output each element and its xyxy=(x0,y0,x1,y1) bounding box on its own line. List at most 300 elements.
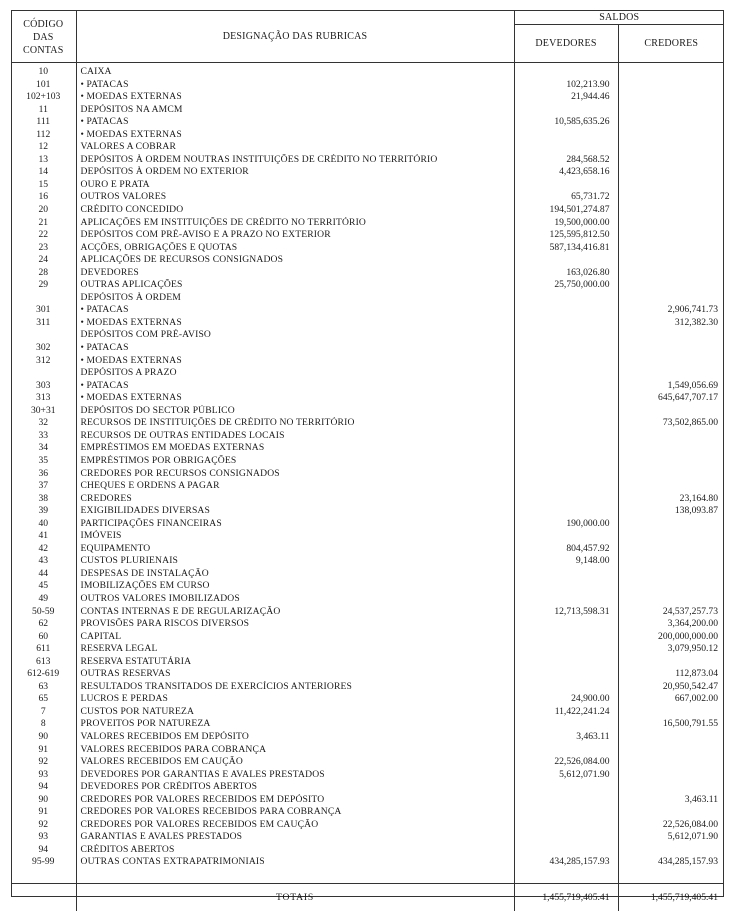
account-description: RECURSOS DE INSTITUIÇÕES DE CRÉDITO NO TERRITÓRIO xyxy=(76,417,514,430)
account-code: 39 xyxy=(11,505,76,518)
table-row xyxy=(11,405,724,418)
account-description: OURO E PRATA xyxy=(76,179,514,192)
account-code: 301 xyxy=(11,304,76,317)
credit-balance: 667,002.00 xyxy=(674,693,719,705)
account-code: 60 xyxy=(11,631,76,644)
account-description: EMPRÉSTIMOS POR OBRIGAÇÕES xyxy=(76,455,514,468)
table-row xyxy=(11,731,724,744)
debit-balance xyxy=(514,417,618,430)
account-code: 21 xyxy=(11,217,76,230)
table-row xyxy=(11,342,724,355)
debit-balance: 804,457.92 xyxy=(514,543,618,556)
credit-balance xyxy=(618,204,724,217)
credit-balance: 138,093.87 xyxy=(674,505,719,517)
table-row xyxy=(11,217,724,230)
account-description: DEPÓSITOS À ORDEM NO EXTERIOR xyxy=(76,166,514,179)
table-row xyxy=(11,756,724,769)
credit-balance: 2,906,741.73 xyxy=(667,304,719,316)
credit-balance: 1,549,056.69 xyxy=(667,379,719,391)
credit-balance xyxy=(618,756,724,769)
table-row xyxy=(11,355,724,368)
account-description: DEPÓSITOS COM PRÉ-AVISO E A PRAZO NO EXTERIOR xyxy=(76,229,514,242)
debit-balance: 5,612,071.90 xyxy=(514,769,618,782)
table-row xyxy=(11,769,724,782)
table-row xyxy=(11,505,724,518)
table-row xyxy=(11,91,724,104)
account-code xyxy=(11,292,76,305)
account-code: 91 xyxy=(11,806,76,819)
credit-balance: 22,526,084.00 xyxy=(662,818,719,830)
account-code: 313 xyxy=(11,392,76,405)
debit-balance xyxy=(514,430,618,443)
account-description: IMÓVEIS xyxy=(76,530,514,543)
account-description: CRÉDITO CONCEDIDO xyxy=(76,204,514,217)
code-header-line-3: CONTAS xyxy=(23,44,64,56)
credit-balance xyxy=(618,166,724,179)
credit-balance xyxy=(618,367,724,380)
credit-balance xyxy=(618,141,724,154)
table-row xyxy=(11,317,724,330)
account-description: CAPITAL xyxy=(76,631,514,644)
table-row xyxy=(11,191,724,204)
account-code: 14 xyxy=(11,166,76,179)
table-row xyxy=(11,681,724,694)
debit-balance: 10,585,635.26 xyxy=(514,116,618,129)
table-row xyxy=(11,718,724,731)
debit-balance xyxy=(514,129,618,142)
account-description: CUSTOS POR NATUREZA xyxy=(76,706,514,719)
credit-balance xyxy=(618,91,724,104)
table-row xyxy=(11,141,724,154)
credit-balance xyxy=(618,79,724,92)
table-row xyxy=(11,543,724,556)
debit-balance xyxy=(514,631,618,644)
credit-balance xyxy=(618,769,724,782)
table-row xyxy=(11,631,724,644)
account-code: 28 xyxy=(11,267,76,280)
table-row xyxy=(11,442,724,455)
account-description: RESERVA LEGAL xyxy=(76,643,514,656)
account-description: EXIGIBILIDADES DIVERSAS xyxy=(76,505,514,518)
account-description: CREDORES POR VALORES RECEBIDOS EM DEPÓSITO xyxy=(76,794,514,807)
account-code: 95-99 xyxy=(11,856,76,869)
account-code-header xyxy=(11,10,76,63)
account-description: DEVEDORES xyxy=(76,267,514,280)
debit-balance xyxy=(514,468,618,481)
account-code: 93 xyxy=(11,769,76,782)
account-description: • PATACAS xyxy=(76,304,514,317)
debit-balance xyxy=(514,405,618,418)
debit-balance: 25,750,000.00 xyxy=(514,279,618,292)
credit-balance: 645,647,707.17 xyxy=(658,392,719,404)
credit-balance xyxy=(618,154,724,167)
table-row xyxy=(11,279,724,292)
credit-balance xyxy=(618,217,724,230)
debit-balance xyxy=(514,380,618,393)
credit-balance xyxy=(618,242,724,255)
account-description: OUTRAS RESERVAS xyxy=(76,668,514,681)
table-row xyxy=(11,329,724,342)
table-row xyxy=(11,79,724,92)
account-code: 38 xyxy=(11,493,76,506)
table-row xyxy=(11,455,724,468)
account-code: 42 xyxy=(11,543,76,556)
balances-header: SALDOS xyxy=(514,10,724,25)
debit-balance xyxy=(514,442,618,455)
table-row xyxy=(11,856,724,869)
account-code: 62 xyxy=(11,618,76,631)
account-description: • PATACAS xyxy=(76,342,514,355)
balance-sheet-table xyxy=(11,10,724,911)
credit-balance xyxy=(618,593,724,606)
credit-balance xyxy=(618,844,724,857)
table-row xyxy=(11,179,724,192)
account-code: 93 xyxy=(11,831,76,844)
account-code: 45 xyxy=(11,580,76,593)
account-code: 33 xyxy=(11,430,76,443)
credit-balance: 312,382.30 xyxy=(674,316,719,328)
account-code: 12 xyxy=(11,141,76,154)
debit-balance xyxy=(514,781,618,794)
credit-balance xyxy=(618,66,724,79)
credit-balance: 20,950,542.47 xyxy=(662,680,719,692)
table-row xyxy=(11,555,724,568)
credit-balance xyxy=(618,342,724,355)
table-row xyxy=(11,166,724,179)
debit-balance xyxy=(514,317,618,330)
table-row xyxy=(11,468,724,481)
credit-balance: 23,164.80 xyxy=(679,492,719,504)
credit-balance xyxy=(618,405,724,418)
debit-balance: 65,731.72 xyxy=(514,191,618,204)
credit-balance xyxy=(618,329,724,342)
debit-balance xyxy=(514,392,618,405)
account-description: DESPESAS DE INSTALAÇÃO xyxy=(76,568,514,581)
credit-balance xyxy=(618,530,724,543)
debit-balance xyxy=(514,681,618,694)
table-row xyxy=(11,104,724,117)
debit-balance xyxy=(514,656,618,669)
account-code: 49 xyxy=(11,593,76,606)
debit-balance xyxy=(514,580,618,593)
debit-balance xyxy=(514,342,618,355)
debit-balance: 11,422,241.24 xyxy=(514,706,618,719)
credit-balance: 434,285,157.93 xyxy=(658,856,719,868)
table-row xyxy=(11,794,724,807)
account-code: 7 xyxy=(11,706,76,719)
table-row xyxy=(11,593,724,606)
table-row xyxy=(11,618,724,631)
table-row xyxy=(11,154,724,167)
credit-balance: 112,873.04 xyxy=(675,668,719,680)
totals-code-cell xyxy=(11,884,76,912)
debit-balance: 190,000.00 xyxy=(514,518,618,531)
table-row xyxy=(11,668,724,681)
account-description: PROVISÕES PARA RISCOS DIVERSOS xyxy=(76,618,514,631)
debit-balance: 102,213.90 xyxy=(514,79,618,92)
totals-credit: 1,455,719,405.41 xyxy=(618,884,724,912)
totals-row xyxy=(11,884,724,912)
table-row xyxy=(11,706,724,719)
account-description: GARANTIAS E AVALES PRESTADOS xyxy=(76,831,514,844)
debit-balance: 284,568.52 xyxy=(514,154,618,167)
account-code: 611 xyxy=(11,643,76,656)
account-description: RESERVA ESTATUTÁRIA xyxy=(76,656,514,669)
table-row xyxy=(11,831,724,844)
table-row xyxy=(11,806,724,819)
account-description: CREDORES POR VALORES RECEBIDOS PARA COBRANÇA xyxy=(76,806,514,819)
table-row xyxy=(11,568,724,581)
account-code: 94 xyxy=(11,844,76,857)
account-description: APLICAÇÕES DE RECURSOS CONSIGNADOS xyxy=(76,254,514,267)
credit-balance xyxy=(618,480,724,493)
account-code: 63 xyxy=(11,681,76,694)
account-code: 612-619 xyxy=(11,668,76,681)
account-description: DEPÓSITOS COM PRÉ-AVISO xyxy=(76,329,514,342)
debit-balance xyxy=(514,844,618,857)
description-header: DESIGNAÇÃO DAS RUBRICAS xyxy=(76,10,514,63)
credit-balance xyxy=(618,468,724,481)
debit-balance xyxy=(514,455,618,468)
account-code: 112 xyxy=(11,129,76,142)
account-code: 101 xyxy=(11,79,76,92)
table-row xyxy=(11,367,724,380)
account-description: ACÇÕES, OBRIGAÇÕES E QUOTAS xyxy=(76,242,514,255)
account-code: 36 xyxy=(11,468,76,481)
table-row xyxy=(11,693,724,706)
table-row xyxy=(11,580,724,593)
table-row xyxy=(11,392,724,405)
code-header-line-2: DAS xyxy=(32,31,54,43)
account-description: • PATACAS xyxy=(76,380,514,393)
table-row xyxy=(11,844,724,857)
account-code: 15 xyxy=(11,179,76,192)
account-description: CHEQUES E ORDENS A PAGAR xyxy=(76,480,514,493)
debit-balance xyxy=(514,668,618,681)
ledger-body xyxy=(11,63,724,870)
account-description: • PATACAS xyxy=(76,116,514,129)
account-code: 41 xyxy=(11,530,76,543)
account-description: OUTROS VALORES IMOBILIZADOS xyxy=(76,593,514,606)
account-description: RECURSOS DE OUTRAS ENTIDADES LOCAIS xyxy=(76,430,514,443)
account-code: 32 xyxy=(11,417,76,430)
debit-balance: 9,148.00 xyxy=(514,555,618,568)
credit-balance xyxy=(618,706,724,719)
debit-balance xyxy=(514,819,618,832)
table-row xyxy=(11,129,724,142)
account-description: OUTRAS APLICAÇÕES xyxy=(76,279,514,292)
account-description: PARTICIPAÇÕES FINANCEIRAS xyxy=(76,518,514,531)
account-code: 35 xyxy=(11,455,76,468)
debit-balance xyxy=(514,493,618,506)
debit-balance: 4,423,658.16 xyxy=(514,166,618,179)
debit-balance xyxy=(514,568,618,581)
account-description: • MOEDAS EXTERNAS xyxy=(76,392,514,405)
account-code: 65 xyxy=(11,693,76,706)
debit-balance xyxy=(514,618,618,631)
code-header-line-1: CÓDIGO xyxy=(23,18,64,30)
account-code: 302 xyxy=(11,342,76,355)
table-row xyxy=(11,254,724,267)
table-row xyxy=(11,643,724,656)
account-code: 23 xyxy=(11,242,76,255)
debit-balance xyxy=(514,530,618,543)
credit-balance xyxy=(618,442,724,455)
debit-balance xyxy=(514,831,618,844)
debit-balance: 194,501,274.87 xyxy=(514,204,618,217)
account-code: 8 xyxy=(11,718,76,731)
account-description: • PATACAS xyxy=(76,79,514,92)
credit-balance: 3,364,200.00 xyxy=(667,618,719,630)
table-row xyxy=(11,656,724,669)
account-code: 94 xyxy=(11,781,76,794)
account-description: • MOEDAS EXTERNAS xyxy=(76,317,514,330)
account-code: 29 xyxy=(11,279,76,292)
account-description: EMPRÉSTIMOS EM MOEDAS EXTERNAS xyxy=(76,442,514,455)
credit-balance: 200,000,000.00 xyxy=(658,630,719,642)
credit-balance: 3,079,950.12 xyxy=(667,643,719,655)
account-description: LUCROS E PERDAS xyxy=(76,693,514,706)
account-description: VALORES A COBRAR xyxy=(76,141,514,154)
account-code: 10 xyxy=(11,66,76,79)
credit-balance: 16,500,791.55 xyxy=(662,718,719,730)
account-code: 91 xyxy=(11,744,76,757)
debit-balance: 434,285,157.93 xyxy=(514,856,618,869)
credit-balance xyxy=(618,568,724,581)
credit-balance xyxy=(618,731,724,744)
debit-balance: 587,134,416.81 xyxy=(514,242,618,255)
credit-balance xyxy=(618,279,724,292)
account-description: VALORES RECEBIDOS EM DEPÓSITO xyxy=(76,731,514,744)
account-description: DEVEDORES POR GARANTIAS E AVALES PRESTADOS xyxy=(76,769,514,782)
account-description: PROVEITOS POR NATUREZA xyxy=(76,718,514,731)
account-code: 16 xyxy=(11,191,76,204)
table-row xyxy=(11,417,724,430)
debit-balance xyxy=(514,304,618,317)
account-code: 44 xyxy=(11,568,76,581)
credit-balance xyxy=(618,455,724,468)
account-code: 90 xyxy=(11,794,76,807)
account-code: 37 xyxy=(11,480,76,493)
credit-balance xyxy=(618,580,724,593)
account-code: 20 xyxy=(11,204,76,217)
table-row xyxy=(11,430,724,443)
credit-balance xyxy=(618,254,724,267)
credit-balance: 3,463.11 xyxy=(684,793,719,805)
account-description: DEPÓSITOS DO SECTOR PÚBLICO xyxy=(76,405,514,418)
table-row xyxy=(11,380,724,393)
table-row xyxy=(11,116,724,129)
account-code: 13 xyxy=(11,154,76,167)
debit-balance: 163,026.80 xyxy=(514,267,618,280)
credit-balance: 5,612,071.90 xyxy=(667,831,719,843)
account-code: 30+31 xyxy=(11,405,76,418)
table-row xyxy=(11,819,724,832)
credit-balance xyxy=(618,355,724,368)
account-description: IMOBILIZAÇÕES EM CURSO xyxy=(76,580,514,593)
debit-header: DEVEDORES xyxy=(514,25,618,63)
account-code: 303 xyxy=(11,380,76,393)
account-code xyxy=(11,329,76,342)
credit-balance xyxy=(618,806,724,819)
debit-balance: 12,713,598.31 xyxy=(514,606,618,619)
account-description: VALORES RECEBIDOS PARA COBRANÇA xyxy=(76,744,514,757)
table-row xyxy=(11,781,724,794)
account-description: CREDORES POR VALORES RECEBIDOS EM CAUÇÃO xyxy=(76,819,514,832)
credit-balance xyxy=(618,543,724,556)
account-description: CRÉDITOS ABERTOS xyxy=(76,844,514,857)
account-code: 311 xyxy=(11,317,76,330)
debit-balance: 22,526,084.00 xyxy=(514,756,618,769)
account-code: 613 xyxy=(11,656,76,669)
credit-balance xyxy=(618,744,724,757)
account-code: 50-59 xyxy=(11,606,76,619)
debit-balance xyxy=(514,179,618,192)
credit-balance: 73,502,865.00 xyxy=(662,417,719,429)
credit-balance xyxy=(618,555,724,568)
debit-balance xyxy=(514,794,618,807)
table-row xyxy=(11,292,724,305)
account-code: 92 xyxy=(11,819,76,832)
account-description: VALORES RECEBIDOS EM CAUÇÃO xyxy=(76,756,514,769)
account-code xyxy=(11,367,76,380)
debit-balance: 24,900.00 xyxy=(514,693,618,706)
account-description: DEPÓSITOS NA AMCM xyxy=(76,104,514,117)
debit-balance xyxy=(514,66,618,79)
table-row xyxy=(11,229,724,242)
credit-balance xyxy=(618,116,724,129)
account-description: OUTRAS CONTAS EXTRAPATRIMONIAIS xyxy=(76,856,514,869)
credit-balance: 24,537,257.73 xyxy=(662,605,719,617)
account-description: CREDORES POR RECURSOS CONSIGNADOS xyxy=(76,468,514,481)
table-row xyxy=(11,518,724,531)
debit-balance xyxy=(514,292,618,305)
table-row xyxy=(11,744,724,757)
account-code: 102+103 xyxy=(11,91,76,104)
credit-balance xyxy=(618,229,724,242)
credit-balance xyxy=(618,129,724,142)
table-row xyxy=(11,480,724,493)
credit-balance xyxy=(618,656,724,669)
ledger-footer xyxy=(11,869,724,911)
credit-balance xyxy=(618,430,724,443)
table-row xyxy=(11,66,724,79)
table-row xyxy=(11,493,724,506)
account-description: CAIXA xyxy=(76,66,514,79)
credit-balance xyxy=(618,781,724,794)
debit-balance xyxy=(514,355,618,368)
debit-balance xyxy=(514,367,618,380)
table-row xyxy=(11,267,724,280)
debit-balance xyxy=(514,806,618,819)
table-row xyxy=(11,242,724,255)
credit-balance xyxy=(618,267,724,280)
table-row xyxy=(11,606,724,619)
debit-balance xyxy=(514,104,618,117)
account-description: OUTROS VALORES xyxy=(76,191,514,204)
account-code: 92 xyxy=(11,756,76,769)
debit-balance: 3,463.11 xyxy=(514,731,618,744)
account-code: 24 xyxy=(11,254,76,267)
debit-balance: 125,595,812.50 xyxy=(514,229,618,242)
account-description: • MOEDAS EXTERNAS xyxy=(76,91,514,104)
table-row xyxy=(11,204,724,217)
credit-balance xyxy=(618,191,724,204)
account-description: CUSTOS PLURIENAIS xyxy=(76,555,514,568)
debit-balance xyxy=(514,505,618,518)
debit-balance xyxy=(514,141,618,154)
credit-balance xyxy=(618,104,724,117)
